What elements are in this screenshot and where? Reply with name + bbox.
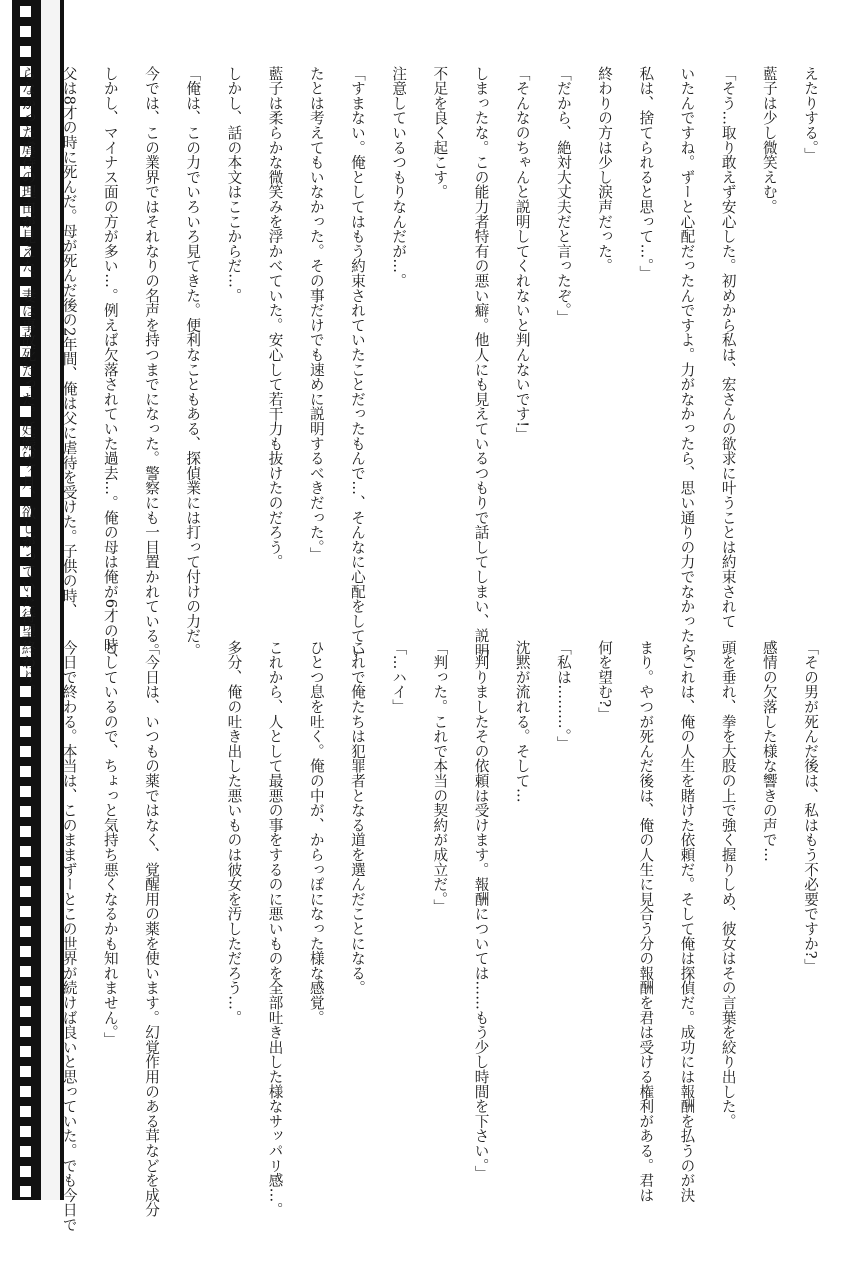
text-column: えたりする。」: [802, 66, 819, 163]
text-column: 何を望む?」: [596, 640, 614, 723]
text-column: 「…ハイ」: [390, 640, 408, 714]
text-column: 「俺は、この力でいろいろ見てきた。便利なこともある、探偵業には打って付けの力だ。: [184, 66, 202, 658]
text-column: 不足を良く起こす。: [431, 66, 449, 200]
text-column: 「これは、俺の人生を賭けた依頼だ。そして俺は探偵だ。成功には報酬を払うのが決: [678, 640, 696, 1203]
text-column: これから、人として最悪の事をするのに悪いものを全部吐き出した様なサッパリ感…。: [266, 640, 284, 1218]
text-column: 「私は………。」: [554, 640, 572, 752]
text-column: 終わり。: [19, 640, 37, 700]
text-column: 「そんなのちゃんと説明してくれないと判んないです!」: [513, 66, 531, 443]
upper-text-block: [19, 66, 820, 673]
text-column: 「そう…取り敢えず安心した。初めから私は、宏さんの欲求に叶うことは約束されて: [719, 66, 737, 629]
text-column: 私は、捨てられると思って…。」: [637, 66, 655, 281]
text-column: 「判った。これで本当の契約が成立だ。」: [431, 640, 449, 914]
text-column: 「今日は、いつもの薬ではなく、覚醒用の薬を使います。幻覚作用のある茸などを成分: [143, 640, 160, 1218]
text-column: これで俺たちは犯罪者となる道を選んだことになる。: [348, 640, 366, 996]
text-column: 今日で終わる。本当は、このままずーとこの世界が続けば良いと思っていた。でも今日で: [60, 640, 78, 1232]
text-column: しかし、話の本文はここからだ…。: [225, 66, 243, 303]
text-column: 今では、この業界ではそれなりの名声を持つまでになった。警察にも一目置かれている。: [143, 66, 160, 658]
text-column: 感情の欠落した様な響きの声で…: [760, 640, 778, 862]
text-column: 「だから、絶対大丈夫だと言ったぞ。」: [554, 66, 572, 326]
text-column: 「判りましたその依頼は受けます。報酬については……もう少し時間を下さい。」: [472, 640, 490, 1181]
text-column: [182, 640, 203, 1180]
text-column: 終わりの方は少し涙声だった。: [596, 66, 614, 274]
text-column: 沈黙が流れる。そして…: [513, 640, 531, 803]
text-column: 藍子は柔らかな微笑みを浮かべていた。安心して若干力も抜けたのだろう。: [266, 66, 284, 570]
text-column: 注意しているつもりなんだが…。: [390, 66, 408, 288]
lower-text-block: [19, 640, 820, 1232]
text-column: 藍子は少し微笑えむ。: [760, 66, 778, 214]
text-column: 多分、俺の吐き出した悪いものは彼女を汚しただろう…。: [225, 640, 243, 1025]
text-column: たとは考えてもいなかった。その事だけでも速めに説明するべきだった。」: [307, 66, 325, 562]
text-column: 「すまない。俺としてはもう約束されていたことだったもんで…、そんなに心配をしてい: [348, 66, 366, 658]
text-column: 「その男が死んだ後は、私はもう不必要ですか?」: [802, 640, 819, 974]
text-column: ひとつ息を吐く。俺の中が、からっぽになった様な感覚。: [307, 640, 325, 1025]
text-column: まり。やつが死んだ後は、俺の人生に見合う分の報酬を君は受ける権利がある。君は: [637, 640, 655, 1203]
text-column: しまったな。この能力者特有の悪い癖。他人にも見えているつもりで話してしまい、説明: [472, 66, 490, 658]
text-column: としているので、ちょっと気持ち悪くなるかも知れません。」: [101, 640, 119, 1048]
text-column: らなかった虐待の理由が見えた。妻は事故死だった。妊娠3ヶ月、欲しがっていた待望: [19, 66, 37, 638]
text-column: 父は8才の時に死んだ。母が死んだ後の2年間、俺は父に虐待を受けた。子供の時、: [60, 66, 78, 618]
text-column: しかし、マイナス面の方が多い…。例えば欠落されていた過去…。俺の母は俺が6才の時、: [101, 66, 119, 668]
text-column: 頭を垂れ、拳を大股の上で強く握りしめ、彼女はその言葉を絞り出した。: [719, 640, 737, 1129]
text-column: いたんですね。ずーと心配だったんですよ。力がなかったら、思い通りの力でなかったら、: [678, 66, 696, 673]
